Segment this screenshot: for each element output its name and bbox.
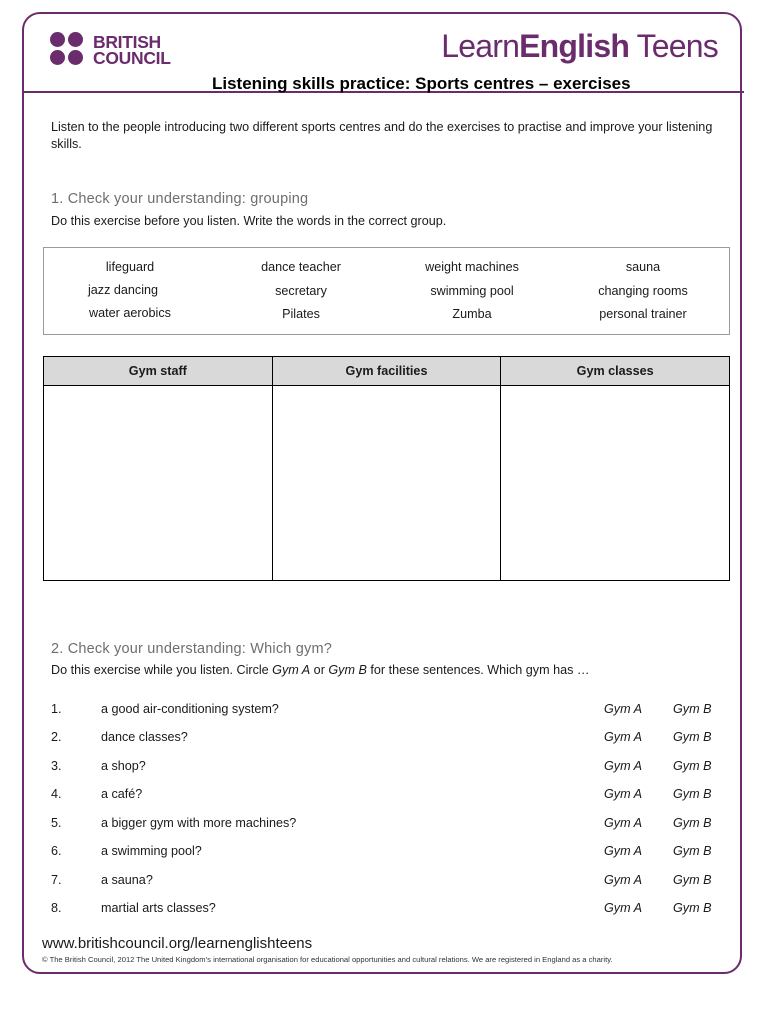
- question-text: a good air-conditioning system?: [101, 702, 279, 716]
- brand-line-2: COUNCIL: [93, 48, 171, 68]
- column-header: Gym staff: [44, 357, 272, 386]
- question-row: [51, 702, 731, 720]
- option-gym-a[interactable]: Gym A: [604, 730, 643, 744]
- question-row: [51, 873, 731, 891]
- word-bank: [43, 247, 730, 335]
- option-gym-b[interactable]: Gym B: [673, 702, 712, 716]
- option-gym-a[interactable]: Gym A: [604, 759, 643, 773]
- option-gym-b[interactable]: Gym B: [673, 901, 712, 915]
- question-text: a bigger gym with more machines?: [101, 816, 297, 830]
- option-gym-a[interactable]: Gym A: [604, 816, 643, 830]
- logo-english: English: [519, 28, 630, 64]
- intro-text: Listen to the people introducing two different sports centres and do the exercises to practise and improve your listening skills.: [51, 120, 713, 151]
- group-column-staff: [44, 357, 273, 580]
- question-number: 1.: [51, 702, 62, 716]
- logo-teens: Teens: [629, 28, 718, 64]
- question-row: [51, 844, 731, 862]
- group-column-classes: [501, 357, 729, 580]
- word-item: swimming pool: [430, 284, 514, 298]
- question-text: a café?: [101, 787, 143, 801]
- document-title: Listening skills practice: Sports centres – exercises: [212, 74, 631, 93]
- question-text: a sauna?: [101, 873, 153, 887]
- question-number: 4.: [51, 787, 62, 801]
- word-item: secretary: [275, 284, 327, 298]
- option-gym-b[interactable]: Gym B: [673, 787, 712, 801]
- question-number: 7.: [51, 873, 62, 887]
- option-gym-a[interactable]: Gym A: [604, 844, 643, 858]
- instruction-part: for these sentences. Which gym has …: [366, 663, 590, 677]
- brand-name: [93, 34, 171, 66]
- option-gym-b[interactable]: Gym B: [673, 844, 712, 858]
- instruction-part: Do this exercise while you listen. Circle: [51, 663, 273, 677]
- word-item: personal trainer: [599, 307, 687, 321]
- section-1-instruction: Do this exercise before you listen. Write the words in the correct group.: [51, 214, 447, 228]
- option-gym-a[interactable]: Gym A: [604, 702, 643, 716]
- question-row: [51, 759, 731, 777]
- question-row: [51, 787, 731, 805]
- word-item: water aerobics: [89, 306, 171, 320]
- word-item: weight machines: [425, 260, 519, 274]
- footer-url[interactable]: www.britishcouncil.org/learnenglishteens: [42, 935, 313, 952]
- word-item: Pilates: [282, 307, 320, 321]
- option-gym-b[interactable]: Gym B: [673, 873, 712, 887]
- grouping-table: [43, 356, 730, 581]
- section-2-heading: 2. Check your understanding: Which gym?: [51, 641, 333, 657]
- section-2-instruction: [51, 663, 589, 677]
- question-row: [51, 730, 731, 748]
- question-number: 5.: [51, 816, 62, 830]
- logo-learn: Learn: [441, 28, 520, 64]
- question-number: 3.: [51, 759, 62, 773]
- group-column-facilities: [273, 357, 502, 580]
- word-item: jazz dancing: [87, 283, 158, 297]
- question-text: a shop?: [101, 759, 146, 773]
- option-gym-b[interactable]: Gym B: [673, 730, 712, 744]
- british-council-dots-icon: [50, 32, 88, 68]
- question-text: a swimming pool?: [101, 844, 202, 858]
- word-item: dance teacher: [261, 260, 341, 274]
- option-gym-a[interactable]: Gym A: [604, 901, 643, 915]
- word-item: sauna: [625, 260, 661, 274]
- word-item: lifeguard: [105, 260, 155, 274]
- question-text: martial arts classes?: [101, 901, 216, 915]
- footer-copyright: © The British Council, 2012 The United Kingdom’s international organisation for educational opportunities and cultural relations. We are registered in England as a charity.: [42, 955, 613, 964]
- question-number: 2.: [51, 730, 62, 744]
- instruction-gym-b: Gym B: [328, 663, 367, 677]
- section-1-heading: 1. Check your understanding: grouping: [51, 191, 309, 207]
- instruction-part: or: [310, 663, 329, 677]
- question-text: dance classes?: [101, 730, 188, 744]
- instruction-gym-a: Gym A: [272, 663, 311, 677]
- question-number: 6.: [51, 844, 62, 858]
- word-item: changing rooms: [598, 284, 688, 298]
- question-row: [51, 901, 731, 919]
- word-item: Zumba: [452, 307, 492, 321]
- question-number: 8.: [51, 901, 62, 915]
- learnenglish-teens-logo: [441, 28, 718, 65]
- option-gym-b[interactable]: Gym B: [673, 816, 712, 830]
- question-row: [51, 816, 731, 834]
- option-gym-a[interactable]: Gym A: [604, 787, 643, 801]
- brand-line-1: BRITISH: [93, 32, 161, 52]
- option-gym-a[interactable]: Gym A: [604, 873, 643, 887]
- british-council-logo: [50, 32, 171, 68]
- option-gym-b[interactable]: Gym B: [673, 759, 712, 773]
- column-header: Gym facilities: [273, 357, 501, 386]
- column-header: Gym classes: [501, 357, 729, 386]
